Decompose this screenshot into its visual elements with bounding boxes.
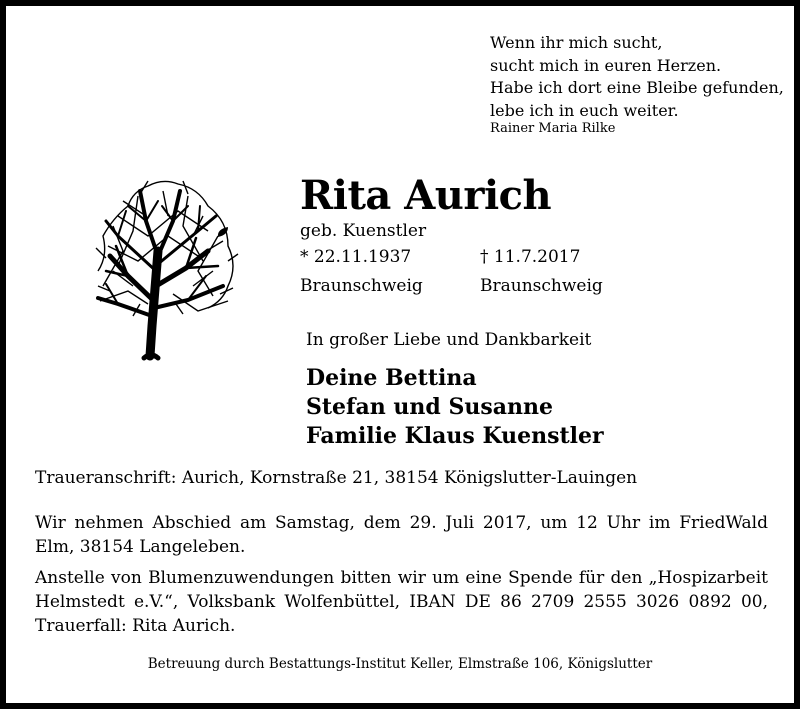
farewell-text: Wir nehmen Abschied am Samstag, dem 29. Juli 2017, um 12 Uhr im FriedWald Elm, 38154 Langeleben. [35, 513, 768, 557]
leaf-icon [216, 225, 230, 239]
funeral-home-footer: Betreuung durch Bestattungs-Institut Keller, Elmstraße 106, Königslutter [147, 656, 653, 672]
mourner-line: Deine Bettina [306, 365, 477, 391]
maiden-name: geb. Kuenstler [300, 221, 427, 241]
birth-place: Braunschweig [300, 276, 423, 296]
poem-author: Rainer Maria Rilke [490, 121, 616, 136]
deceased-name: Rita Aurich [300, 172, 552, 219]
dedication: In großer Liebe und Dankbarkeit [306, 330, 592, 350]
poem-line: sucht mich in euren Herzen. [490, 55, 722, 75]
tree-icon [88, 176, 243, 361]
mourner-line: Stefan und Susanne [306, 394, 553, 420]
poem-line: Habe ich dort eine Bleibe gefunden, [490, 78, 784, 97]
poem-line: lebe ich in euch weiter. [490, 100, 679, 120]
poem-line: Wenn ihr mich sucht, [490, 33, 663, 52]
poem [490, 32, 784, 122]
donation-text: Anstelle von Blumenzuwendungen bitten wir um eine Spende für den „Hospizarbeit Helmstedt e.V.“, Volksbank Wolfenbüttel, IBAN DE 86 2709 2555 3026 0892 00, Trauerfall: Rita Aurich. [35, 568, 768, 636]
mourners [306, 364, 604, 451]
death-place: Braunschweig [480, 276, 603, 296]
mourner-line: Familie Klaus Kuenstler [306, 423, 604, 449]
birth-date: * 22.11.1937 [300, 247, 412, 267]
death-date: † 11.7.2017 [480, 247, 581, 267]
mourning-address: Traueranschrift: Aurich, Kornstraße 21, 38154 Königslutter-Lauingen [35, 468, 638, 488]
